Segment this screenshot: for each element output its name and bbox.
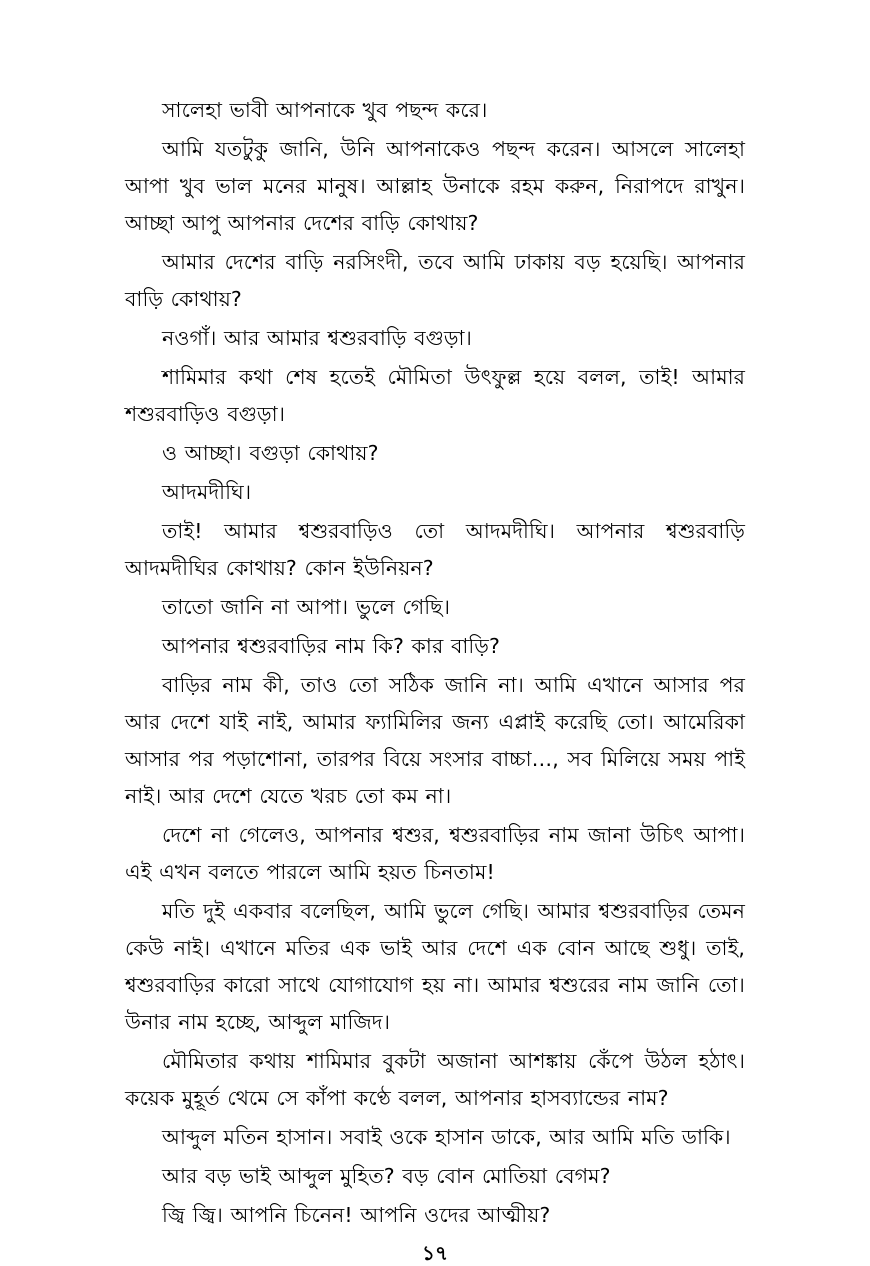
paragraph: নওগাঁ। আর আমার শ্বশুরবাড়ি বগুড়া। — [162, 326, 472, 350]
paragraph: দেশে না গেলেও, আপনার শ্বশুর, শ্বশুরবাড়ির নাম জানা উচিৎ আপা। এই এখন বলতে পারলে আমি হয়ত চিনতাম! — [125, 823, 745, 884]
paragraph: আপনার শ্বশুরবাড়ির নাম কি? কার বাড়ি? — [162, 634, 500, 658]
paragraph: মৌমিতার কথায় শামিমার বুকটা অজানা আশঙ্কায় কেঁপে উঠল হঠাৎ। কয়েক মুহূর্ত থেমে সে কাঁপা কণ্ঠে বলল, আপনার হাসব্যান্ডের নাম? — [125, 1049, 745, 1110]
paragraph: আর বড় ভাই আব্দুল মুহিত? বড় বোন মোতিয়া বেগম? — [162, 1164, 611, 1188]
paragraph: জ্বি জ্বি। আপনি চিনেন! আপনি ওদের আত্মীয়? — [162, 1203, 551, 1227]
paragraph: মতি দুই একবার বলেছিল, আমি ভুলে গেছি। আমার শ্বশুরবাড়ির তেমন কেউ নাই। এখানে মতির এক ভাই আর দেশে এক বোন আছে শুধু। তাই, শ্বশুরবাড়ির কারো সাথে যোগাযোগ হয় না। আমার শ্বশুরের নাম জানি তো। উনার নাম হচ্ছে, আব্দুল মাজিদ। — [125, 899, 745, 1034]
paragraph: আদমদীঘি। — [162, 480, 252, 504]
paragraph: ও আচ্ছা। বগুড়া কোথায়? — [162, 441, 379, 465]
paragraph: তাতো জানি না আপা। ভুলে গেছি। — [162, 595, 451, 619]
page-number: ১৭ — [422, 1241, 448, 1265]
paragraph: আমার দেশের বাড়ি নরসিংদী, তবে আমি ঢাকায় বড় হয়েছি। আপনার বাড়ি কোথায়? — [125, 250, 745, 311]
paragraph: বাড়ির নাম কী, তাও তো সঠিক জানি না। আমি এখানে আসার পর আর দেশে যাই নাই, আমার ফ্যামিলির জন্য এপ্লাই করেছি তো। আমেরিকা আসার পর পড়াশোনা, তারপর বিয়ে সংসার বাচ্চা…, সব মিলিয়ে সময় পাই নাই। আর দেশে যেতে খরচ তো কম না। — [125, 673, 745, 808]
paragraph: তাই! আমার শ্বশুরবাড়িও তো আদমদীঘি। আপনার শ্বশুরবাড়ি আদমদীঘির কোথায়? কোন ইউনিয়ন? — [125, 519, 745, 580]
paragraph: আমি যতটুকু জানি, উনি আপনাকেও পছন্দ করেন। আসলে সালেহা আপা খুব ভাল মনের মানুষ। আল্লাহ উনাকে রহম করুন, নিরাপদে রাখুন। আচ্ছা আপু আপনার দেশের বাড়ি কোথায়? — [125, 137, 745, 235]
paragraph: সালেহা ভাবী আপনাকে খুব পছন্দ করে। — [162, 98, 488, 122]
paragraph: আব্দুল মতিন হাসান। সবাই ওকে হাসান ডাকে, আর আমি মতি ডাকি। — [162, 1125, 731, 1149]
paragraph: শামিমার কথা শেষ হতেই মৌমিতা উৎফুল্ল হয়ে বলল, তাই! আমার শশুরবাড়িও বগুড়া। — [125, 365, 745, 426]
page-body — [125, 92, 745, 1236]
